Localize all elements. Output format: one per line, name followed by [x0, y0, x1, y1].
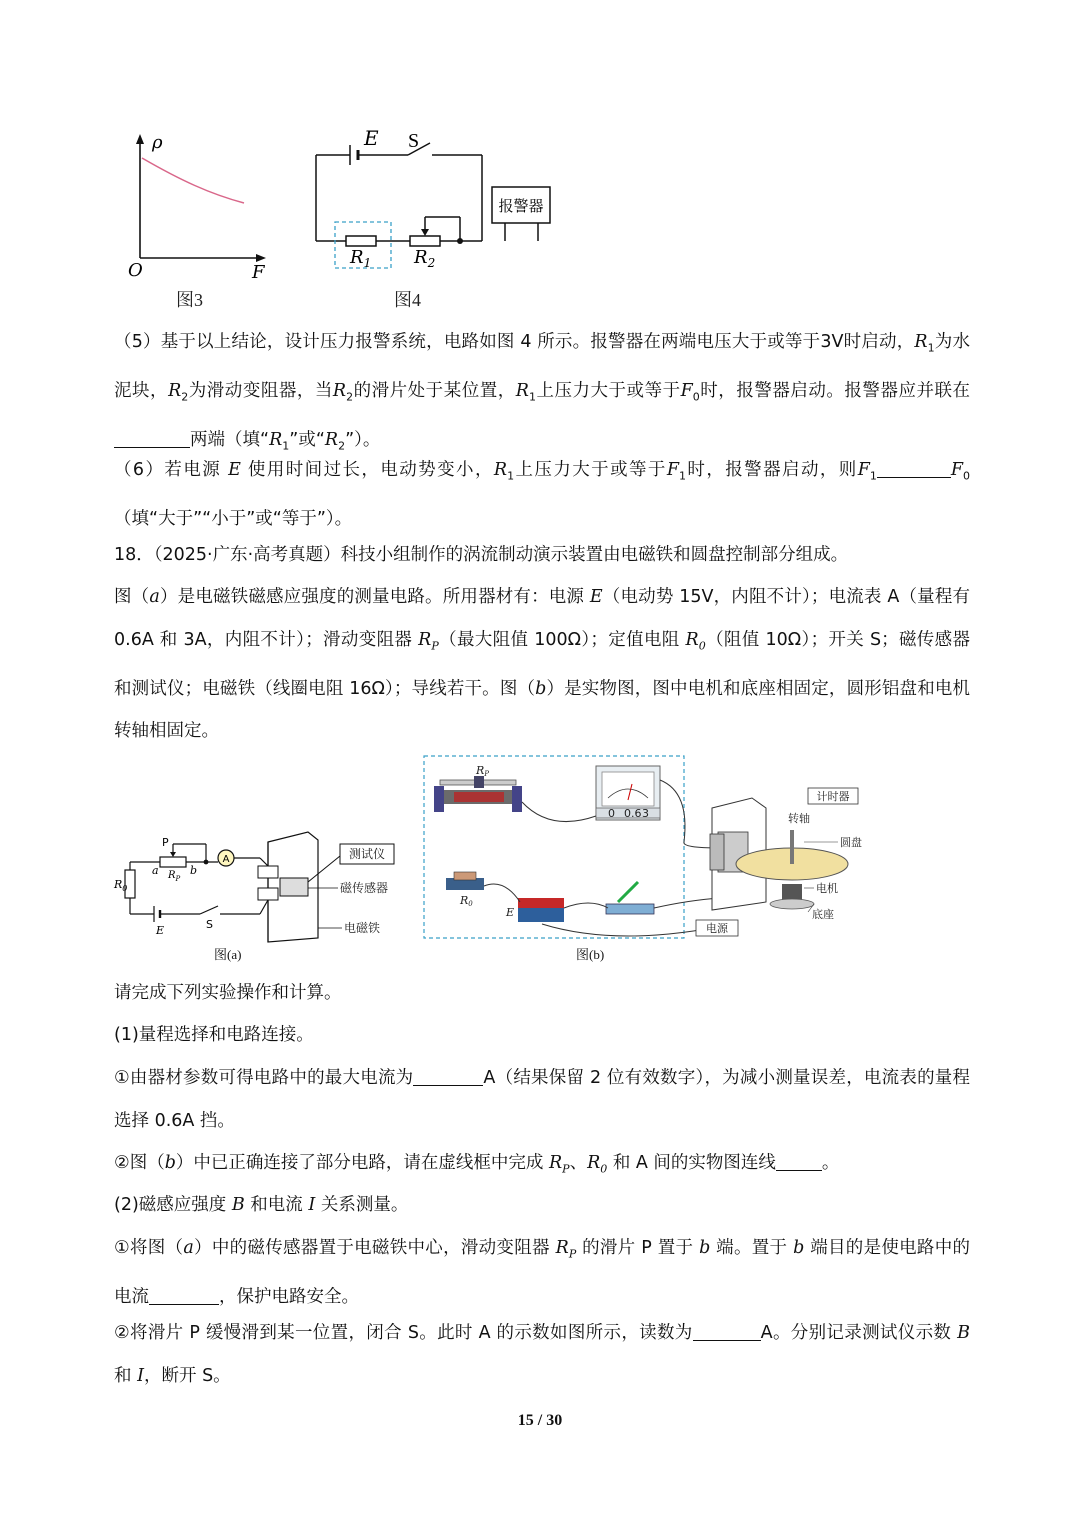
task-2-2: ②将滑片 P 缓慢滑到某一位置，闭合 S。此时 A 的示数如图所示，读数为 A。分别记录测试仪示数 B 和 I，断开 S。	[114, 1323, 970, 1386]
fig3-caption: 图3	[176, 290, 203, 310]
fig-b-base	[770, 899, 814, 909]
svg-text:RP: $R_P$	[168, 870, 181, 883]
svg-text:圆盘: 圆盘	[840, 836, 862, 849]
fig4-r1-label: $R_1$	[350, 247, 372, 270]
fig3-origin: O	[128, 260, 143, 281]
svg-text:测试仪: 测试仪	[348, 847, 386, 861]
task-1-2: ②图（b）中已正确连接了部分电路，请在虚线框中完成 $R_P$、$R_0$ 和 A 间的实物图连线 。	[114, 1153, 840, 1176]
svg-text:A: A	[222, 854, 230, 865]
svg-text:S: S	[206, 918, 213, 931]
fig4-caption: 图4	[394, 290, 421, 310]
question-5: （5）基于以上结论，设计压力报警系统，电路如图 4 所示。报警器在两端电压大于或等于3V时启动，$R_1$为水泥块，$R_2$为滑动变阻器，当$R_2$的滑片处于某位置，$R_1$上压力大于或等于$F_0$时，报警器启动。报警器应并联在两端（填“$R_1$”或“$R_2$”）。	[114, 332, 971, 453]
figure-b-apparatus	[420, 752, 882, 947]
fig3-x-label: F	[252, 262, 265, 283]
svg-text:E: E	[506, 906, 515, 919]
svg-text:RP: RP	[476, 764, 490, 778]
fig-b-r0-resistor	[446, 872, 484, 890]
alarm-label: 报警器	[498, 197, 544, 215]
svg-text:R0: $R_0$	[114, 878, 128, 893]
answer-blank-max-current[interactable]	[413, 1067, 483, 1086]
svg-text:电机: 电机	[816, 882, 838, 895]
svg-text:电磁铁: 电磁铁	[344, 921, 381, 935]
fig-b-motor	[782, 884, 802, 900]
page-number: 15 / 30	[517, 1412, 563, 1429]
answer-blank-reading[interactable]	[693, 1322, 761, 1341]
fig-a-magnetic-sensor	[280, 878, 308, 896]
svg-text:转轴: 转轴	[788, 812, 810, 825]
figure-3-graph	[120, 130, 280, 290]
figure-a-circuit	[108, 826, 408, 966]
figure-4-circuit	[300, 125, 570, 280]
fig4-r2-label: $R_2$	[414, 247, 436, 270]
fig4-E: E	[364, 126, 379, 150]
svg-text:电源: 电源	[706, 922, 728, 935]
svg-text:a: a	[152, 864, 159, 877]
question-6: （6）若电源 E 使用时间过长，电动势变小，$R_1$上压力大于或等于$F_1$时，报警器启动，则$F_1$ $F_0$（填“大于”“小于”或“等于”）。	[114, 460, 971, 529]
fig-a-rheostat	[160, 857, 186, 867]
svg-text:3: 3	[642, 807, 649, 820]
answer-blank-current-purpose[interactable]	[149, 1286, 219, 1305]
fig-b-battery	[518, 898, 564, 922]
fig-b-rheostat	[434, 776, 522, 812]
answer-blank-5[interactable]	[114, 429, 190, 448]
svg-text:0.6: 0.6	[624, 807, 642, 820]
svg-text:计时器: 计时器	[816, 790, 850, 803]
fig-b-caption: 图(b)	[576, 947, 605, 962]
fig4-S: S	[408, 130, 420, 152]
svg-text:P: P	[162, 836, 169, 849]
svg-text:E: E	[156, 924, 165, 937]
answer-blank-wiring[interactable]	[776, 1152, 822, 1171]
question-18-materials: 图（a）是电磁铁磁感应强度的测量电路。所用器材有：电源 E（电动势 15V，内阻不计）；电流表 A（量程有 0.6A 和 3A，内阻不计）；滑动变阻器 $R_P$（最大阻值 100Ω）；定值电阻 $R_0$（阻值 10Ω）；开关 S；磁传感器和测试仪；电磁铁（线圈电阻 16Ω）；导线若干。图（b）是实物图，图中电机和底座相固定，圆形铝盘和电机转轴相固定。	[114, 587, 971, 741]
r2-rheostat	[410, 236, 440, 246]
task-2-1: ①将图（a）中的磁传感器置于电磁铁中心，滑动变阻器 $R_P$ 的滑片 P 置于 b 端。置于 b 端目的是使电路中的电流 ，保护电路安全。	[114, 1238, 970, 1307]
fig-a-caption: 图(a)	[214, 947, 242, 962]
svg-text:底座: 底座	[812, 908, 834, 921]
svg-text:0: 0	[608, 807, 615, 820]
svg-text:磁传感器: 磁传感器	[340, 881, 389, 895]
question-18-intro: 18．（2025·广东·高考真题）科技小组制作的涡流制动演示装置由电磁铁和圆盘控制部分组成。	[114, 545, 849, 565]
task-1-1: ①由器材参数可得电路中的最大电流为 A（结果保留 2 位有效数字），为减小测量误差，电流表的量程选择 0.6A 挡。	[114, 1068, 971, 1131]
fig3-y-label: ρ	[152, 132, 163, 153]
resistivity-curve	[142, 158, 244, 203]
fig-b-switch	[606, 882, 654, 914]
task-1-heading: (1)量程选择和电路连接。	[114, 1025, 314, 1045]
svg-text:R0: R0	[460, 894, 473, 908]
svg-text:b: b	[190, 864, 198, 877]
tasks-intro: 请完成下列实验操作和计算。	[114, 983, 342, 1003]
r1-resistor	[346, 236, 376, 246]
answer-blank-6[interactable]	[877, 459, 951, 478]
task-2-heading: (2)磁感应强度 B 和电流 I 关系测量。	[114, 1195, 409, 1215]
